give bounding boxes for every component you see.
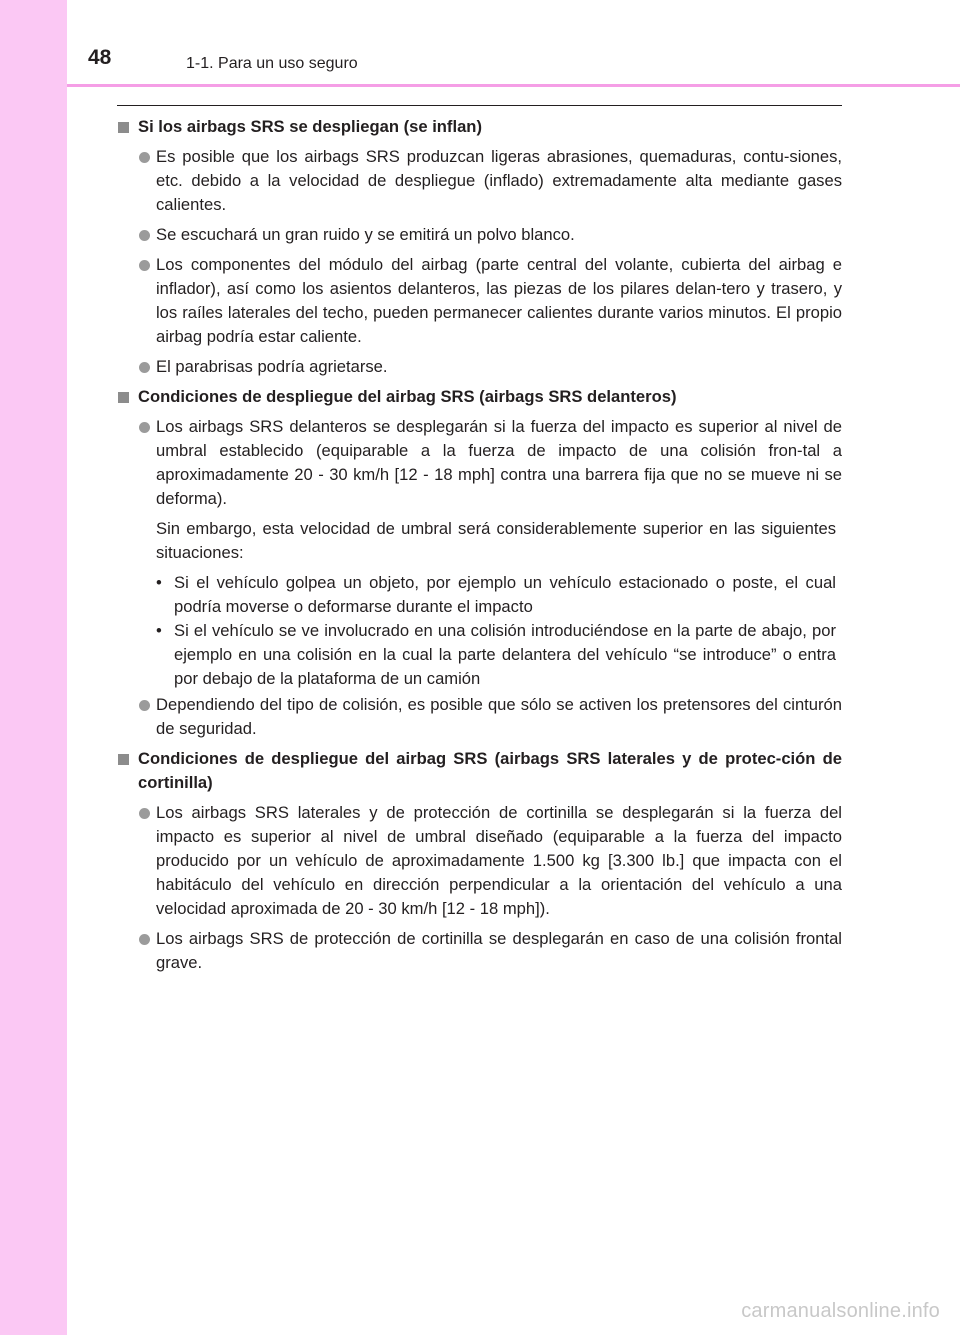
heading-text: Condiciones de despliegue del airbag SRS (airbags SRS laterales y de protec-ción de cortinilla) [138,749,842,792]
sub-list-item [117,619,842,691]
heading-text: Condiciones de despliegue del airbag SRS (airbags SRS delanteros) [138,387,677,406]
paragraph: Sin embargo, esta velocidad de umbral será considerablemente superior en las siguientes situaciones: [156,519,836,562]
circle-bullet-icon [139,362,150,373]
item-text: Dependiendo del tipo de colisión, es posible que sólo se activen los pretensores del cinturón de seguridad. [156,695,842,738]
circle-bullet-icon [139,700,150,711]
item-text: El parabrisas podría agrietarse. [156,357,388,376]
list-item [117,253,842,349]
square-bullet-icon [118,392,129,403]
header-divider [67,84,960,87]
list-item [117,355,842,379]
list-item [117,801,842,921]
dot-bullet: • [156,573,162,592]
item-text: Se escuchará un gran ruido y se emitirá un polvo blanco. [156,225,575,244]
page-header [0,0,960,86]
side-band [0,0,67,1335]
section-heading [117,385,842,409]
circle-bullet-icon [139,808,150,819]
section-title: 1-1. Para un uso seguro [186,55,358,72]
page-content [117,115,842,981]
square-bullet-icon [118,754,129,765]
circle-bullet-icon [139,152,150,163]
heading-text: Si los airbags SRS se despliegan (se inflan) [138,117,482,136]
circle-bullet-icon [139,422,150,433]
dot-bullet: • [156,621,162,640]
list-item [117,693,842,741]
sub-item-text: Si el vehículo se ve involucrado en una colisión introduciéndose en la parte de abajo, por ejemplo en una colisión en la cual la parte delantera del vehículo “se introduce” o entra por debajo de la plataforma de un camión [174,621,836,688]
list-item [117,145,842,217]
item-text: Los componentes del módulo del airbag (parte central del volante, cubierta del airbag e inflador), así como los asientos delanteros, las piezas de los pilares delan-tero y trasero, y los raíles laterales del techo, pueden permanecer calientes durante varios minutos. El propio airbag podría estar caliente. [156,255,842,346]
item-text: Los airbags SRS de protección de cortinilla se desplegarán en caso de una colisión frontal grave. [156,929,842,972]
watermark: carmanualsonline.info [741,1300,940,1322]
list-item [117,223,842,247]
circle-bullet-icon [139,230,150,241]
sub-list-item [117,571,842,619]
list-item [117,927,842,975]
section-heading [117,747,842,795]
content-rule [117,105,842,106]
item-text: Es posible que los airbags SRS produzcan ligeras abrasiones, quemaduras, contu-siones, etc. debido a la velocidad de despliegue (inflado) extremadamente alta mediante gases calientes. [156,147,842,214]
item-text: Los airbags SRS delanteros se desplegarán si la fuerza del impacto es superior al nivel de umbral establecido (equiparable a la fuerza de impacto de una colisión fron-tal a aproximadamente 20 - 30 km/h [12 - 18 mph] contra una barrera fija que no se mueve ni se deforma). [156,417,842,508]
section-heading [117,115,842,139]
list-item [117,415,842,511]
item-text: Los airbags SRS laterales y de protección de cortinilla se desplegarán si la fuerza del impacto es superior al nivel de umbral diseñado (equiparable a la fuerza del impacto producido por un vehículo de aproximadamente 1.500 kg [3.300 lb.] que impacta con el habitáculo del vehículo en dirección perpendicular a la orientación del vehículo a una velocidad aproximada de 20 - 30 km/h [12 - 18 mph]). [156,803,842,918]
sub-item-text: Si el vehículo golpea un objeto, por ejemplo un vehículo estacionado o poste, el cual podría moverse o deformarse durante el impacto [174,573,836,616]
square-bullet-icon [118,122,129,133]
circle-bullet-icon [139,934,150,945]
circle-bullet-icon [139,260,150,271]
page-number: 48 [88,46,112,69]
